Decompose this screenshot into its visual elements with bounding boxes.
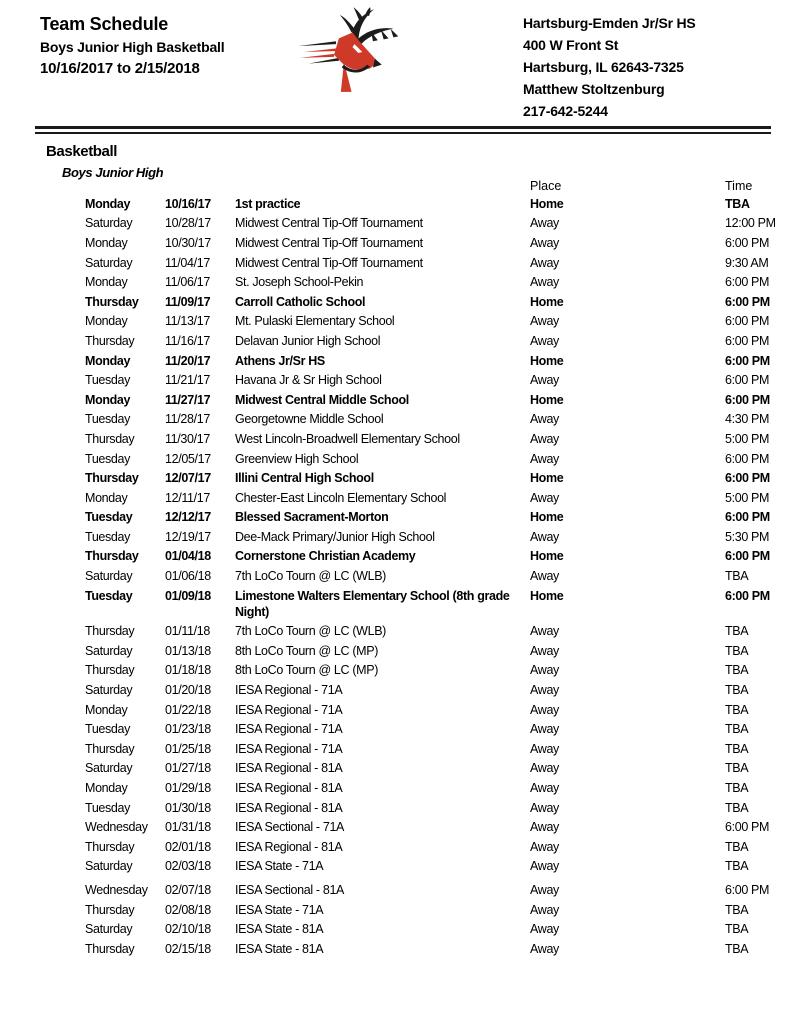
cell-date: 01/13/18 [165, 643, 211, 658]
cell-date: 11/27/17 [165, 392, 211, 407]
schedule-row [85, 759, 795, 779]
schedule-row [85, 390, 795, 410]
cell-time: TBA [725, 859, 749, 874]
cell-place: Away [530, 902, 559, 917]
cell-day: Saturday [85, 569, 133, 584]
cell-event: Midwest Central Tip-Off Tournament [235, 235, 423, 250]
cell-day: Wednesday [85, 820, 148, 835]
cell-time: 6:00 PM [725, 314, 770, 329]
cell-place: Away [530, 882, 559, 897]
cell-date: 12/12/17 [165, 510, 211, 525]
schedule-row [85, 292, 795, 312]
cell-place: Away [530, 490, 559, 505]
schedule-row [85, 817, 795, 837]
schedule-row [85, 719, 795, 739]
cell-day: Thursday [85, 624, 135, 639]
cell-day: Saturday [85, 761, 133, 776]
cell-place: Away [530, 255, 559, 270]
header-left-block [40, 12, 224, 80]
cell-event: West Lincoln-Broadwell Elementary School [235, 431, 460, 446]
cell-time: 5:00 PM [725, 490, 770, 505]
cell-place: Home [530, 588, 564, 603]
cell-time: TBA [725, 196, 750, 211]
cell-day: Thursday [85, 294, 139, 309]
cell-time: 6:00 PM [725, 333, 770, 348]
cell-event: IESA Sectional - 81A [235, 882, 345, 897]
schedule-row [85, 778, 795, 798]
sport-heading: Basketball [46, 143, 118, 160]
cell-place: Away [530, 431, 559, 446]
cell-time: 5:00 PM [725, 431, 770, 446]
cell-place: Away [530, 314, 559, 329]
schedule-row [85, 641, 795, 661]
cell-date: 11/30/17 [165, 431, 210, 446]
school-info-block [523, 12, 696, 122]
cell-event: IESA State - 81A [235, 941, 324, 956]
cell-date: 01/04/18 [165, 549, 211, 564]
cell-place: Away [530, 820, 559, 835]
cell-day: Monday [85, 235, 128, 250]
schedule-row [85, 939, 795, 959]
schedule-row [85, 900, 795, 920]
cell-day: Monday [85, 490, 128, 505]
cell-date: 12/11/17 [165, 490, 210, 505]
cell-place: Away [530, 235, 559, 250]
cell-time: 6:00 PM [725, 549, 770, 564]
cell-date: 12/19/17 [165, 529, 211, 544]
cell-time: 6:00 PM [725, 882, 770, 897]
cell-place: Home [530, 392, 564, 407]
cell-event: 7th LoCo Tourn @ LC (WLB) [235, 624, 386, 639]
cell-place: Away [530, 373, 559, 388]
schedule-row [85, 272, 795, 292]
cell-place: Away [530, 781, 559, 796]
contact-name: Matthew Stoltzenburg [523, 81, 665, 97]
cell-date: 02/03/18 [165, 859, 211, 874]
school-address-line1: 400 W Front St [523, 37, 619, 53]
cell-event: Havana Jr & Sr High School [235, 373, 382, 388]
schedule-row [85, 488, 795, 508]
cell-event: Midwest Central Tip-Off Tournament [235, 255, 423, 270]
cell-event: IESA State - 81A [235, 922, 324, 937]
cell-place: Away [530, 624, 559, 639]
cell-time: 12:00 PM [725, 216, 776, 231]
cell-time: TBA [725, 722, 749, 737]
cell-day: Monday [85, 196, 131, 211]
cell-place: Home [530, 510, 564, 525]
cell-event: IESA Regional - 71A [235, 741, 343, 756]
cell-day: Thursday [85, 741, 135, 756]
schedule-row [85, 312, 795, 332]
cell-day: Saturday [85, 643, 133, 658]
cell-day: Thursday [85, 902, 135, 917]
cell-event: IESA Regional - 81A [235, 781, 343, 796]
cell-day: Thursday [85, 431, 135, 446]
cell-event: 1st practice [235, 196, 301, 211]
cell-day: Tuesday [85, 722, 131, 737]
cell-time: TBA [725, 839, 749, 854]
cell-time: TBA [725, 781, 749, 796]
cell-date: 11/16/17 [165, 333, 210, 348]
schedule-row [85, 857, 795, 877]
contact-phone: 217-642-5244 [523, 103, 608, 119]
schedule-row [85, 429, 795, 449]
cell-event: Carroll Catholic School [235, 294, 366, 309]
schedule-row [85, 331, 795, 351]
cell-time: 6:00 PM [725, 588, 770, 603]
cell-time: 6:00 PM [725, 353, 770, 368]
cell-event: IESA Regional - 71A [235, 683, 343, 698]
cell-time: 5:30 PM [725, 529, 770, 544]
cell-place: Away [530, 859, 559, 874]
cell-day: Tuesday [85, 510, 133, 525]
cell-day: Wednesday [85, 882, 148, 897]
schedule-row [85, 547, 795, 567]
cell-place: Away [530, 451, 559, 466]
cell-event: Delavan Junior High School [235, 333, 381, 348]
cell-day: Saturday [85, 922, 133, 937]
cell-place: Away [530, 643, 559, 658]
cell-place: Home [530, 353, 564, 368]
cell-day: Monday [85, 275, 128, 290]
cell-date: 02/10/18 [165, 922, 211, 937]
cell-time: 6:00 PM [725, 510, 770, 525]
table-header-row [85, 180, 795, 193]
cell-date: 02/01/18 [165, 839, 211, 854]
cell-date: 01/30/18 [165, 800, 211, 815]
cell-event: Mt. Pulaski Elementary School [235, 314, 395, 329]
cell-time: 6:00 PM [725, 820, 770, 835]
cell-date: 01/25/18 [165, 741, 211, 756]
schedule-row [85, 566, 795, 586]
cell-event: Cornerstone Christian Academy [235, 549, 416, 564]
schedule-row [85, 351, 795, 371]
cell-time: 9:30 AM [725, 255, 769, 270]
schedule-row [85, 621, 795, 641]
cell-place: Home [530, 294, 564, 309]
cell-event: Greenview High School [235, 451, 359, 466]
team-subtitle: Boys Junior High Basketball [40, 39, 225, 55]
cell-event: 8th LoCo Tourn @ LC (MP) [235, 663, 379, 678]
cell-event: Dee-Mack Primary/Junior High School [235, 529, 435, 544]
double-rule-divider [35, 126, 771, 134]
cell-day: Monday [85, 353, 131, 368]
cell-day: Tuesday [85, 451, 131, 466]
cell-place: Home [530, 196, 564, 211]
cell-date: 11/28/17 [165, 412, 210, 427]
cell-place: Away [530, 663, 559, 678]
cell-event: Georgetowne Middle School [235, 412, 384, 427]
cell-event: IESA State - 71A [235, 902, 324, 917]
cell-date: 11/06/17 [165, 275, 210, 290]
cell-event: 8th LoCo Tourn @ LC (MP) [235, 643, 379, 658]
cell-event: 7th LoCo Tourn @ LC (WLB) [235, 569, 386, 584]
cell-event: Illini Central High School [235, 471, 374, 486]
cell-day: Thursday [85, 941, 135, 956]
cell-date: 01/22/18 [165, 702, 211, 717]
cell-date: 11/20/17 [165, 353, 211, 368]
cell-date: 12/07/17 [165, 471, 211, 486]
cell-time: TBA [725, 741, 749, 756]
schedule-row [85, 680, 795, 700]
team-heading: Boys Junior High [62, 165, 164, 180]
schedule-row [85, 508, 795, 528]
schedule-row [85, 449, 795, 469]
cell-day: Thursday [85, 663, 135, 678]
cell-time: TBA [725, 941, 749, 956]
cell-date: 10/16/17 [165, 196, 211, 211]
school-address-line2: Hartsburg, IL 62643-7325 [523, 59, 684, 75]
cell-place: Away [530, 702, 559, 717]
cell-date: 11/21/17 [165, 373, 210, 388]
cell-date: 01/20/18 [165, 683, 211, 698]
cell-event: IESA Sectional - 71A [235, 820, 345, 835]
cell-date: 01/23/18 [165, 722, 211, 737]
cell-date: 01/27/18 [165, 761, 211, 776]
cell-event: IESA Regional - 71A [235, 722, 343, 737]
school-name: Hartsburg-Emden Jr/Sr HS [523, 15, 696, 31]
cell-time: TBA [725, 800, 749, 815]
cell-place: Away [530, 761, 559, 776]
cell-day: Tuesday [85, 373, 131, 388]
cell-day: Saturday [85, 683, 133, 698]
cell-date: 10/30/17 [165, 235, 211, 250]
cell-day: Monday [85, 781, 128, 796]
cell-time: 6:00 PM [725, 373, 770, 388]
cell-time: TBA [725, 702, 749, 717]
cell-date: 11/09/17 [165, 294, 211, 309]
cell-day: Saturday [85, 255, 133, 270]
cell-time: 6:00 PM [725, 471, 770, 486]
schedule-rows [85, 194, 795, 959]
cell-date: 01/18/18 [165, 663, 211, 678]
cell-time: TBA [725, 683, 749, 698]
cell-event: IESA Regional - 81A [235, 800, 343, 815]
cell-date: 01/09/18 [165, 588, 211, 603]
cell-place: Away [530, 529, 559, 544]
cell-date: 02/08/18 [165, 902, 211, 917]
cell-place: Away [530, 839, 559, 854]
schedule-row [85, 410, 795, 430]
cell-day: Thursday [85, 471, 139, 486]
cell-event: Midwest Central Middle School [235, 392, 409, 407]
cell-time: 6:00 PM [725, 294, 770, 309]
cell-place: Away [530, 275, 559, 290]
cell-date: 01/11/18 [165, 624, 210, 639]
schedule-row [85, 370, 795, 390]
cell-date: 02/07/18 [165, 882, 211, 897]
cell-place: Away [530, 941, 559, 956]
cell-time: TBA [725, 569, 749, 584]
schedule-row [85, 798, 795, 818]
page-title: Team Schedule [40, 14, 169, 34]
cell-event: Chester-East Lincoln Elementary School [235, 490, 447, 505]
schedule-table [85, 180, 795, 959]
cell-day: Saturday [85, 216, 133, 231]
cell-time: 4:30 PM [725, 412, 770, 427]
cell-time: 6:00 PM [725, 235, 770, 250]
schedule-row [85, 214, 795, 234]
cell-day: Tuesday [85, 529, 131, 544]
cell-time: TBA [725, 761, 749, 776]
schedule-row [85, 837, 795, 857]
cell-event: IESA State - 71A [235, 859, 324, 874]
cell-time: TBA [725, 663, 749, 678]
cell-event: St. Joseph School-Pekin [235, 275, 364, 290]
cell-time: 6:00 PM [725, 275, 770, 290]
schedule-row [85, 739, 795, 759]
cell-date: 12/05/17 [165, 451, 211, 466]
header-place: Place [530, 179, 562, 193]
schedule-row [85, 253, 795, 273]
cell-day: Thursday [85, 839, 135, 854]
cell-date: 01/06/18 [165, 569, 211, 584]
cell-time: 6:00 PM [725, 392, 770, 407]
schedule-row [85, 468, 795, 488]
schedule-row [85, 700, 795, 720]
cell-date: 02/15/18 [165, 941, 211, 956]
cell-place: Away [530, 683, 559, 698]
cell-event: Limestone Walters Elementary School (8th grade Night) [235, 588, 510, 619]
cell-date: 11/04/17 [165, 255, 210, 270]
cell-day: Thursday [85, 333, 135, 348]
cell-time: 6:00 PM [725, 451, 770, 466]
cell-event: Blessed Sacrament-Morton [235, 510, 389, 525]
cell-event: Midwest Central Tip-Off Tournament [235, 216, 423, 231]
date-range: 10/16/2017 to 2/15/2018 [40, 60, 200, 77]
schedule-row [85, 880, 795, 900]
schedule-row [85, 233, 795, 253]
schedule-row [85, 527, 795, 547]
cell-place: Away [530, 741, 559, 756]
cell-date: 11/13/17 [165, 314, 210, 329]
cell-date: 01/31/18 [165, 820, 211, 835]
cell-day: Saturday [85, 859, 133, 874]
cell-place: Away [530, 216, 559, 231]
cell-day: Monday [85, 392, 131, 407]
cell-event: IESA Regional - 71A [235, 702, 343, 717]
cell-event: IESA Regional - 81A [235, 839, 343, 854]
cell-place: Away [530, 412, 559, 427]
cell-event: IESA Regional - 81A [235, 761, 343, 776]
header-time: Time [725, 179, 753, 193]
cell-place: Home [530, 471, 564, 486]
stag-mascot-icon [297, 6, 409, 96]
cell-day: Monday [85, 702, 128, 717]
cell-place: Home [530, 549, 564, 564]
cell-day: Thursday [85, 549, 139, 564]
cell-day: Monday [85, 314, 128, 329]
schedule-row [85, 919, 795, 939]
cell-date: 10/28/17 [165, 216, 211, 231]
cell-place: Away [530, 333, 559, 348]
cell-time: TBA [725, 922, 749, 937]
cell-place: Away [530, 922, 559, 937]
schedule-row [85, 661, 795, 681]
cell-place: Away [530, 722, 559, 737]
cell-time: TBA [725, 643, 749, 658]
cell-day: Tuesday [85, 588, 133, 603]
cell-date: 01/29/18 [165, 781, 211, 796]
cell-time: TBA [725, 902, 749, 917]
cell-day: Tuesday [85, 412, 131, 427]
cell-place: Away [530, 569, 559, 584]
schedule-row [85, 194, 795, 214]
cell-place: Away [530, 800, 559, 815]
cell-day: Tuesday [85, 800, 131, 815]
schedule-row [85, 586, 795, 622]
cell-time: TBA [725, 624, 749, 639]
cell-event: Athens Jr/Sr HS [235, 353, 325, 368]
